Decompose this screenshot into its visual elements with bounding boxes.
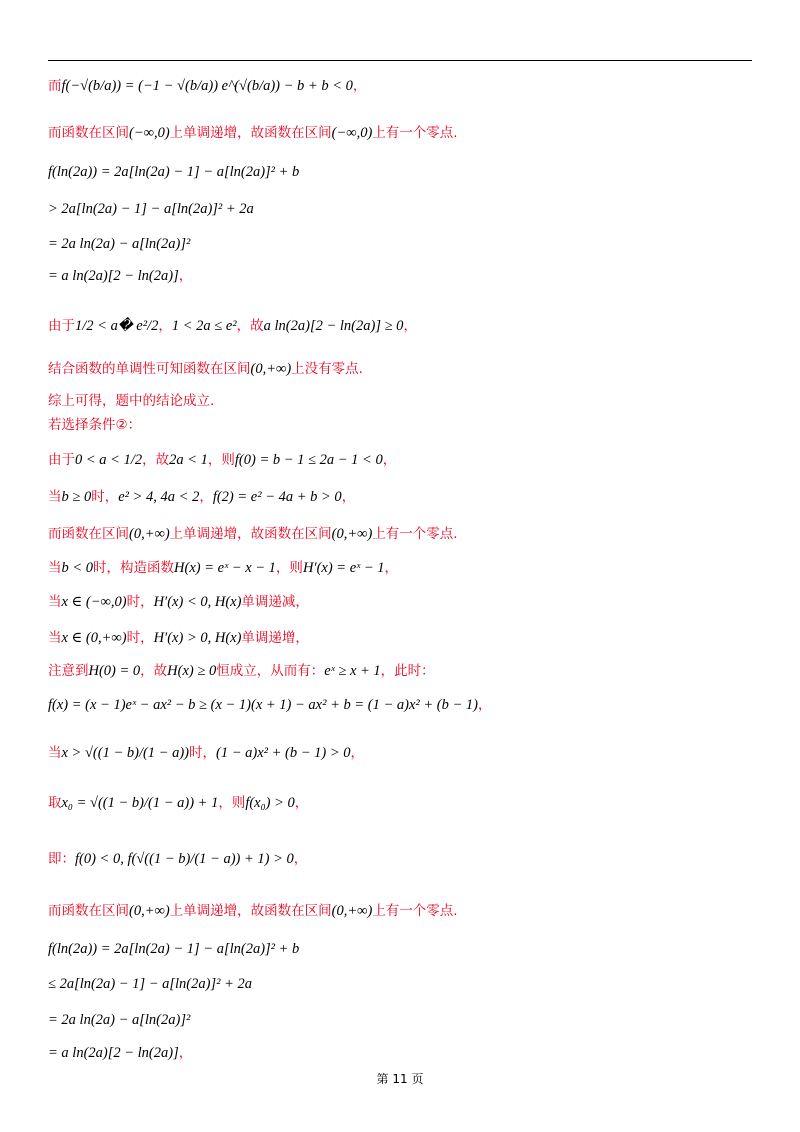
math-expression: f(x₀) > 0 — [245, 795, 295, 811]
text-line — [48, 357, 363, 381]
chinese-text: 而函数在区间 — [48, 903, 129, 919]
text-line — [48, 937, 299, 961]
chinese-text: ，故 — [140, 663, 168, 679]
math-expression: H(x) = eˣ − x − 1 — [174, 560, 276, 576]
chinese-text: 单调递减， — [241, 594, 309, 610]
math-expression: = 2a ln(2a) − a[ln(2a)]² — [48, 236, 191, 252]
chinese-text: 当 — [48, 594, 62, 610]
chinese-text: 上单调递增，故函数在区间 — [169, 125, 332, 141]
chinese-text: 上单调递增，故函数在区间 — [169, 526, 332, 542]
math-expression: (0,+∞) — [129, 526, 170, 542]
math-expression: > 2a[ln(2a) − 1] − a[ln(2a)]² + 2a — [48, 201, 254, 217]
chinese-text: 时， — [126, 630, 154, 646]
math-expression: ≤ 2a[ln(2a) − 1] − a[ln(2a)]² + 2a — [48, 976, 252, 992]
text-line — [48, 741, 364, 765]
math-expression: (0,+∞) — [331, 526, 373, 542]
chinese-text: ， — [294, 795, 309, 811]
math-expression: f(ln(2a)) = 2a[ln(2a) − 1] − a[ln(2a)]² + b — [48, 941, 300, 957]
math-expression: (0,+∞) — [250, 361, 292, 377]
text-line — [48, 74, 366, 98]
chinese-text: 时， — [189, 745, 216, 761]
math-expression: b < 0 — [61, 560, 94, 576]
text-line — [48, 899, 458, 923]
chinese-text: ， — [199, 489, 213, 505]
math-expression: f(ln(2a)) = 2a[ln(2a) − 1] − a[ln(2a)]² + b — [48, 164, 300, 180]
chinese-text: ，则 — [275, 560, 303, 576]
text-line — [48, 197, 254, 221]
chinese-text: 上有一个零点. — [372, 903, 458, 919]
chinese-text: ， — [341, 489, 356, 505]
text-line — [48, 556, 398, 580]
chinese-text: 当 — [48, 560, 62, 576]
chinese-text: 结合函数的单调性可知函数在区间 — [48, 361, 251, 377]
text-line — [48, 232, 190, 256]
math-expression: (−∞,0) — [129, 125, 170, 141]
chinese-text: ，则 — [218, 795, 246, 811]
header-rule — [48, 60, 752, 61]
text-line — [48, 659, 435, 683]
text-line — [48, 485, 355, 509]
math-expression: (0,+∞) — [331, 903, 373, 919]
chinese-text: 当 — [48, 630, 62, 646]
chinese-text: 时， — [91, 489, 119, 505]
math-expression: (1 − a)x² + (b − 1) > 0 — [216, 745, 351, 761]
chinese-text: 由于 — [48, 452, 75, 468]
chinese-text: ，故 — [142, 452, 170, 468]
chinese-text: 上没有零点. — [291, 361, 363, 377]
chinese-text: 由于 — [48, 318, 75, 334]
chinese-text: ，则 — [207, 452, 235, 468]
chinese-text: 而 — [48, 78, 62, 94]
chinese-text: ， — [384, 560, 399, 576]
chinese-text: ， — [382, 452, 397, 468]
chinese-text: 恒成立，从而有： — [216, 663, 325, 679]
math-expression: 1/2 < a� e²/2 — [75, 318, 159, 334]
chinese-text: 单调递增， — [241, 630, 309, 646]
chinese-text: 上有一个零点. — [372, 125, 458, 141]
chinese-text: 上单调递增，故函数在区间 — [169, 903, 332, 919]
chinese-text: 当 — [48, 489, 62, 505]
math-expression: (−∞,0) — [331, 125, 373, 141]
math-expression: x > √((1 − b)/(1 − a)) — [61, 745, 189, 761]
chinese-text: ，故 — [236, 318, 264, 334]
math-expression: H′(x) < 0, H(x) — [153, 594, 242, 610]
chinese-text: ， — [158, 318, 172, 334]
chinese-text: ，此时： — [380, 663, 435, 679]
chinese-text: 取 — [48, 795, 62, 811]
chinese-text: 若选择条件②： — [48, 417, 142, 433]
math-expression: H(x) ≥ 0 — [167, 663, 217, 679]
math-expression: eˣ ≥ x + 1 — [324, 663, 381, 679]
text-line — [48, 1041, 192, 1065]
text-line — [48, 314, 417, 338]
math-expression: f(0) = b − 1 ≤ 2a − 1 < 0 — [234, 452, 383, 468]
text-line — [48, 1008, 190, 1032]
math-expression: f(0) < 0, f(√((1 − b)/(1 − a)) + 1) > 0 — [75, 851, 294, 867]
chinese-text: 上有一个零点. — [372, 526, 458, 542]
text-line — [48, 264, 192, 288]
chinese-text: 综上可得，题中的结论成立. — [48, 393, 215, 409]
text-line — [48, 448, 396, 472]
text-line — [48, 626, 309, 650]
math-expression: = 2a ln(2a) − a[ln(2a)]² — [48, 1012, 191, 1028]
math-expression: f(−√(b/a)) = (−1 − √(b/a)) e^(√(b/a)) − b + b < 0 — [61, 78, 353, 94]
text-line — [48, 693, 491, 717]
math-expression: = a ln(2a)[2 − ln(2a)] — [48, 268, 179, 284]
chinese-text: ， — [477, 697, 492, 713]
math-expression: x₀ = √((1 − b)/(1 − a)) + 1 — [61, 795, 219, 811]
chinese-text: ， — [178, 1045, 193, 1061]
math-expression: H′(x) > 0, H(x) — [153, 630, 242, 646]
math-expression: H′(x) = eˣ − 1 — [302, 560, 385, 576]
chinese-text: 而函数在区间 — [48, 125, 129, 141]
text-line — [48, 847, 307, 871]
math-expression: f(2) = e² − 4a + b > 0 — [212, 489, 342, 505]
math-expression: 1 < 2a ≤ e² — [171, 318, 237, 334]
text-line — [48, 522, 458, 546]
text-line — [48, 160, 299, 184]
chinese-text: 即： — [48, 851, 75, 867]
chinese-text: ， — [350, 745, 364, 761]
math-expression: b ≥ 0 — [61, 489, 92, 505]
math-expression: 2a < 1 — [169, 452, 208, 468]
chinese-text: 而函数在区间 — [48, 526, 129, 542]
math-expression: a ln(2a)[2 − ln(2a)] ≥ 0 — [263, 318, 404, 334]
text-line — [48, 972, 252, 996]
math-expression: 0 < a < 1/2 — [75, 452, 143, 468]
math-expression: x ∈ (0,+∞) — [61, 630, 127, 646]
math-expression: e² > 4, 4a < 2 — [118, 489, 200, 505]
chinese-text: ， — [352, 78, 367, 94]
math-expression: H(0) = 0 — [88, 663, 141, 679]
chinese-text: 时，构造函数 — [93, 560, 175, 576]
math-expression: f(x) = (x − 1)eˣ − ax² − b ≥ (x − 1)(x + 1) − ax² + b = (1 − a)x² + (b − 1) — [48, 697, 478, 713]
math-expression: x ∈ (−∞,0) — [61, 594, 127, 610]
math-expression: = a ln(2a)[2 − ln(2a)] — [48, 1045, 179, 1061]
text-line — [48, 413, 141, 437]
text-line — [48, 121, 458, 145]
chinese-text: 注意到 — [48, 663, 89, 679]
chinese-text: ， — [293, 851, 308, 867]
page-footer: 第 11 页 — [376, 1072, 424, 1086]
chinese-text: 时， — [126, 594, 154, 610]
text-line — [48, 389, 214, 413]
text-line — [48, 590, 309, 614]
chinese-text: 当 — [48, 745, 62, 761]
text-line — [48, 791, 308, 815]
chinese-text: ， — [403, 318, 417, 334]
math-expression: (0,+∞) — [129, 903, 170, 919]
chinese-text: ， — [178, 268, 193, 284]
